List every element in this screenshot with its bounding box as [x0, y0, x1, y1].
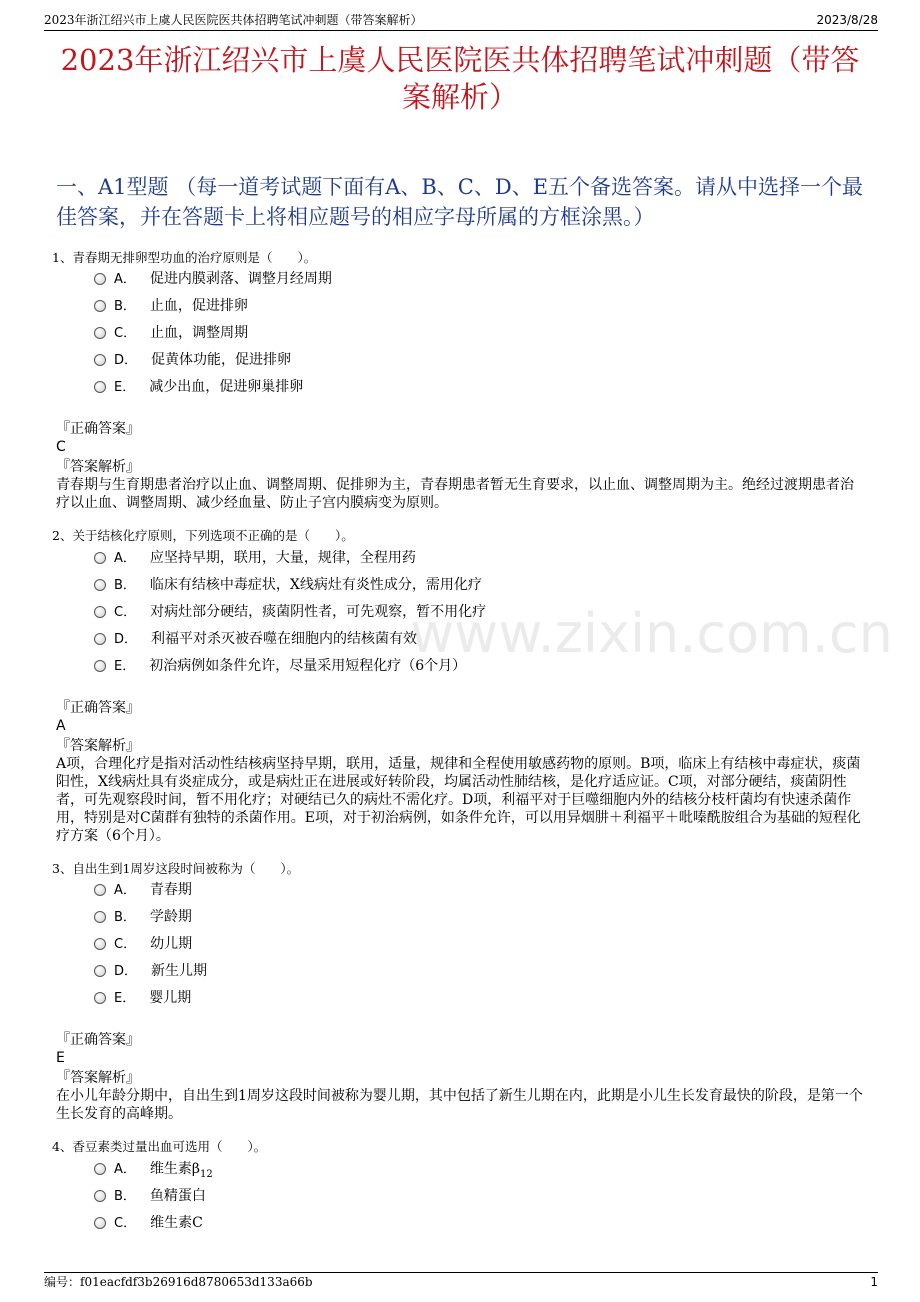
- question-2-stem: 2、关于结核化疗原则，下列选项不正确的是（ ）。: [52, 528, 354, 543]
- question-2-option-a[interactable]: A． 应坚持早期，联用，大量，规律，全程用药: [94, 549, 416, 568]
- answer-label: 『正确答案』: [56, 1032, 140, 1048]
- question-2-explanation: A项，合理化疗是指对活动性结核病坚持早期，联用，适量，规律和全程使用敏感药物的原则。B项，临床上有结核中毒症状，痰菌阳性，X线病灶具有炎症成分，或是病灶正在进展或好转阶段，均属活动性肺结核，是化疗适应证。C项，对部分硬结，痰菌阴性者，可先观察段时间，暂不用化疗；对硬结已久的病灶不需化疗。D项，利福平对于巨噬细胞内外的结核分枝杆菌均有快速杀菌作用，特别是对C菌群有独特的杀菌作用。E项，对于初治病例，如条件允许，可以用异烟肼＋利福平＋吡嗪酰胺组合为基础的短程化疗方案（6个月）。: [56, 756, 861, 844]
- radio-icon[interactable]: [94, 300, 106, 312]
- radio-icon[interactable]: [94, 606, 106, 618]
- question-1-option-c[interactable]: C． 止血，调整周期: [94, 324, 248, 343]
- question-1-answer: C: [56, 439, 66, 455]
- radio-icon[interactable]: [94, 579, 106, 591]
- radio-icon[interactable]: [94, 938, 106, 950]
- question-3-option-e[interactable]: E． 婴儿期: [94, 989, 191, 1008]
- section-heading: 一、A1型题 （每一道考试题下面有A、B、C、D、E五个备选答案。请从中选择一个最佳答案，并在答题卡上将相应题号的相应字母所属的方框涂黑。）: [56, 175, 864, 229]
- radio-icon[interactable]: [94, 1190, 106, 1202]
- question-3-option-d[interactable]: D． 新生儿期: [94, 962, 207, 981]
- radio-icon[interactable]: [94, 1217, 106, 1229]
- question-3-option-b[interactable]: B． 学龄期: [94, 908, 192, 927]
- radio-icon[interactable]: [94, 552, 106, 564]
- question-2-option-c[interactable]: C． 对病灶部分硬结，痰菌阴性者，可先观察，暂不用化疗: [94, 603, 486, 622]
- explanation-label: 『答案解析』: [56, 459, 140, 475]
- radio-icon[interactable]: [94, 660, 106, 672]
- question-1-explanation: 青春期与生育期患者治疗以止血、调整周期、促排卵为主，青春期患者暂无生育要求，以止血、调整周期为主。绝经过渡期患者治疗以止血、调整周期、减少经血量、防止子宫内膜病变为原则。: [56, 477, 854, 511]
- radio-icon[interactable]: [94, 633, 106, 645]
- radio-icon[interactable]: [94, 381, 106, 393]
- question-1-option-a[interactable]: A． 促进内膜剥落、调整月经周期: [94, 270, 332, 289]
- radio-icon[interactable]: [94, 354, 106, 366]
- watermark: www.zixin.com.cn: [410, 602, 893, 665]
- radio-icon[interactable]: [94, 884, 106, 896]
- header-doc-title: 2023年浙江绍兴市上虞人民医院医共体招聘笔试冲刺题（带答案解析）: [44, 13, 423, 27]
- question-2-option-e[interactable]: E． 初治病例如条件允许，尽量采用短程化疗（6个月）: [94, 657, 466, 676]
- answer-label: 『正确答案』: [56, 421, 140, 437]
- question-4-option-c[interactable]: C． 维生素C: [94, 1214, 203, 1233]
- question-4-option-a[interactable]: A． 维生素$\beta_{12}$: [94, 1160, 213, 1184]
- question-4-stem: 4、香豆素类过量出血可选用（ ）。: [52, 1139, 267, 1154]
- subscript: 12: [200, 1168, 213, 1180]
- question-3-answer: E: [56, 1050, 65, 1066]
- radio-icon[interactable]: [94, 965, 106, 977]
- radio-icon[interactable]: [94, 992, 106, 1004]
- question-2-option-d[interactable]: D． 利福平对杀灭被吞噬在细胞内的结核菌有效: [94, 630, 417, 649]
- page-footer: [44, 1272, 878, 1289]
- radio-icon[interactable]: [94, 273, 106, 285]
- page-header: [44, 12, 878, 31]
- question-1-stem: 1、青春期无排卵型功血的治疗原则是（ ）。: [52, 250, 317, 265]
- question-3-stem: 3、自出生到1周岁这段时间被称为（ ）。: [52, 861, 300, 876]
- radio-icon[interactable]: [94, 327, 106, 339]
- question-1-option-b[interactable]: B． 止血，促进排卵: [94, 297, 248, 316]
- page-number: 1: [870, 1275, 878, 1289]
- question-2-option-b[interactable]: B． 临床有结核中毒症状，X线病灶有炎性成分，需用化疗: [94, 576, 482, 595]
- footer-doc-id: 编号：f01eacfdf3b26916d8780653d133a66b: [44, 1275, 313, 1289]
- question-4-option-b[interactable]: B． 鱼精蛋白: [94, 1187, 206, 1206]
- question-3-option-c[interactable]: C． 幼儿期: [94, 935, 192, 954]
- radio-icon[interactable]: [94, 1163, 106, 1175]
- page-title: 2023年浙江绍兴市上虞人民医院医共体招聘笔试冲刺题（带答案解析）: [60, 43, 860, 114]
- question-3-explanation: 在小儿年龄分期中，自出生到1周岁这段时间被称为婴儿期，其中包括了新生儿期在内，此期是小儿生长发育最快的阶段，是第一个生长发育的高峰期。: [56, 1088, 863, 1122]
- question-3-option-a[interactable]: A． 青春期: [94, 881, 192, 900]
- question-1-option-e[interactable]: E． 减少出血，促进卵巢排卵: [94, 378, 303, 397]
- radio-icon[interactable]: [94, 911, 106, 923]
- explanation-label: 『答案解析』: [56, 738, 140, 754]
- question-1-option-d[interactable]: D． 促黄体功能，促进排卵: [94, 351, 291, 370]
- explanation-label: 『答案解析』: [56, 1070, 140, 1086]
- header-date: 2023/8/28: [816, 13, 878, 27]
- answer-label: 『正确答案』: [56, 700, 140, 716]
- question-2-answer: A: [56, 718, 66, 734]
